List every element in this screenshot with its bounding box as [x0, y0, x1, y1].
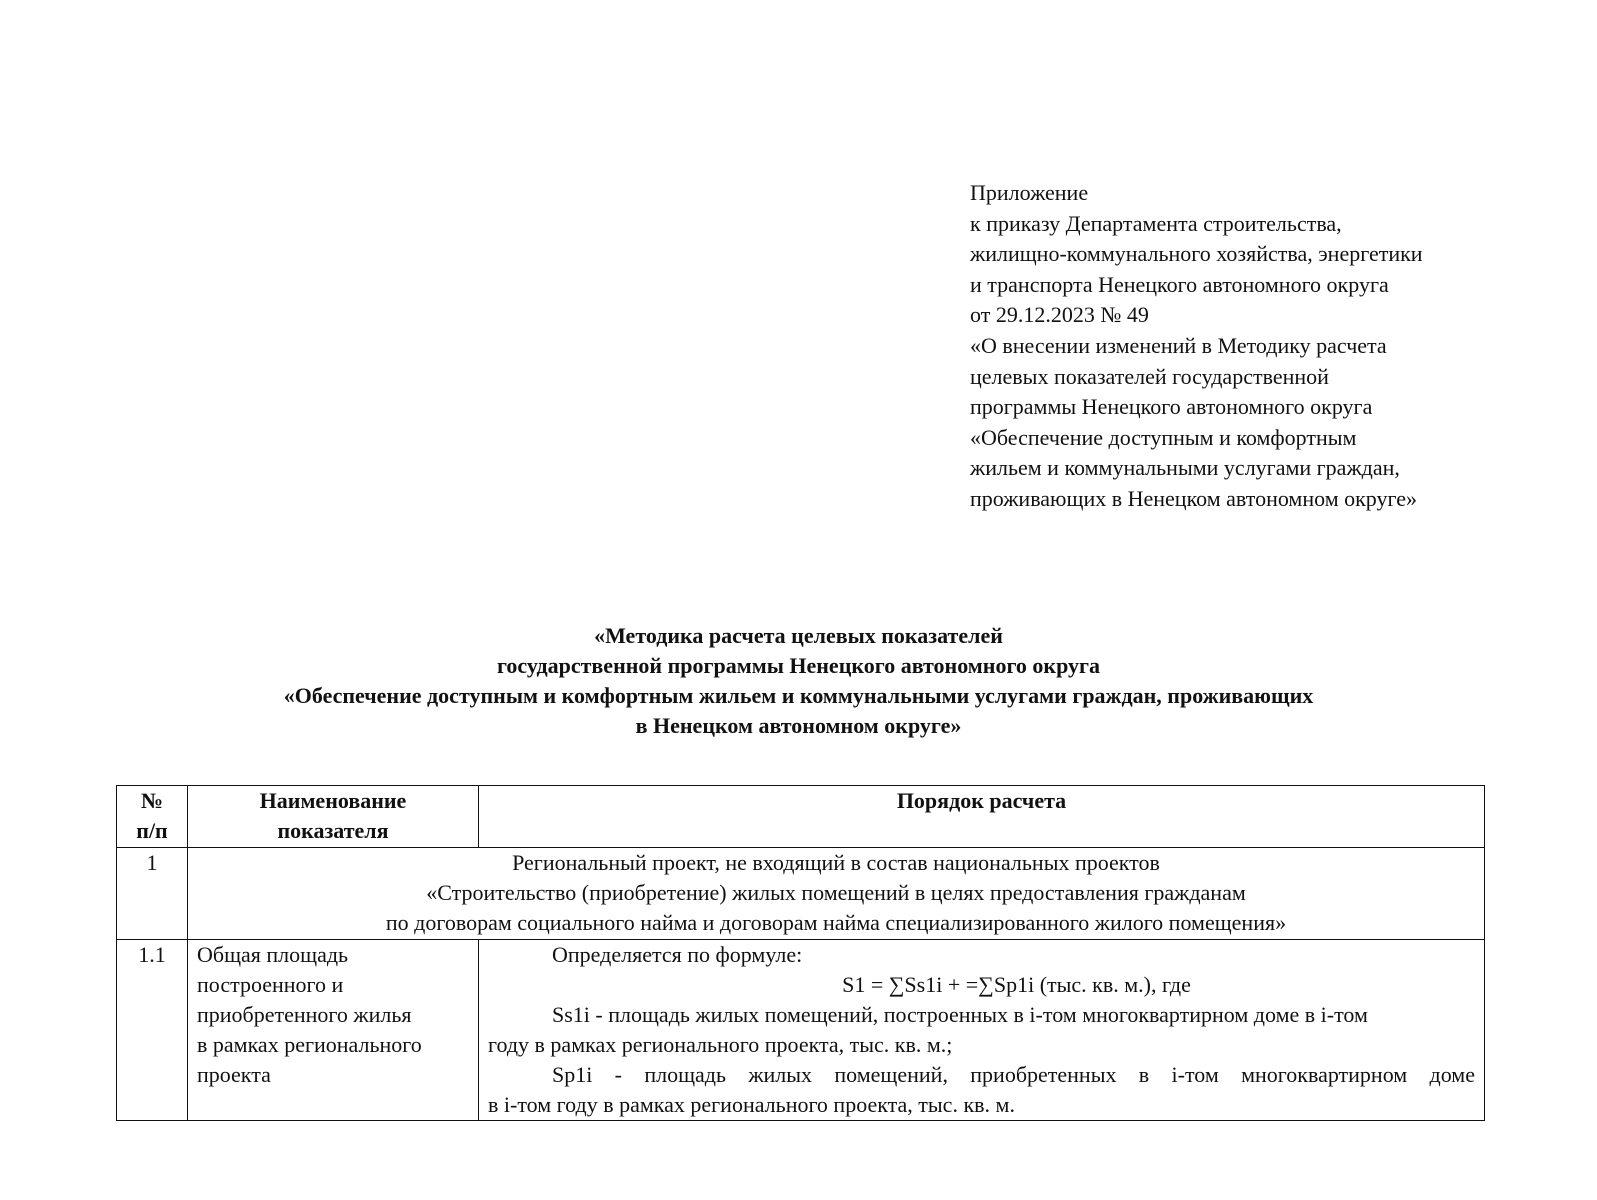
header-method	[479, 786, 1485, 848]
appendix-line: целевых показателей государственной	[970, 363, 1329, 389]
table-header-row	[117, 786, 1485, 848]
method-definition: году в рамках регионального проекта, тыс. кв. м.;	[488, 1032, 953, 1057]
section-number: 1	[117, 848, 188, 940]
title-line: «Методика расчета целевых показателей	[594, 623, 1003, 648]
indicator-name-line: в рамках регионального	[197, 1032, 422, 1057]
header-method-label: Порядок расчета	[896, 788, 1067, 813]
appendix-line: жильем и коммунальными услугами граждан,	[970, 455, 1400, 481]
indicator-name-line: построенного и	[197, 972, 344, 997]
method-formula: S1 = ∑Ss1i + =∑Sp1i (тыс. кв. м.), где	[842, 972, 1191, 997]
section-line: по договорам социального найма и договорам найма специализированного жилого помещения»	[385, 910, 1287, 935]
appendix-line: проживающих в Ненецком автономном округе»	[970, 485, 1418, 511]
header-name	[188, 786, 479, 848]
appendix-line: жилищно-коммунального хозяйства, энергетики	[970, 241, 1423, 267]
header-name-line1: Наименование	[259, 788, 407, 813]
method-intro: Определяется по формуле:	[552, 942, 803, 967]
appendix-line: «О внесении изменений в Методику расчета	[970, 332, 1387, 358]
header-name-line2: показателя	[277, 818, 389, 843]
table-section-row	[117, 848, 1485, 940]
indicator-name	[188, 940, 479, 1121]
appendix-line: «Обеспечение доступным и комфортным	[970, 424, 1357, 450]
appendix-line: и транспорта Ненецкого автономного округа	[970, 271, 1389, 297]
indicator-name-line: Общая площадь	[197, 942, 349, 967]
section-line: Региональный проект, не входящий в состав национальных проектов	[512, 850, 1160, 875]
document-title	[0, 621, 1597, 741]
header-number-line1: №	[140, 788, 164, 813]
appendix-line: Приложение	[970, 180, 1089, 205]
method-definition: Sp1i - площадь жилых помещений, приобретенных в i-том многоквартирном доме	[552, 1062, 1475, 1087]
indicator-name-line: приобретенного жилья	[197, 1002, 412, 1027]
calculation-method	[479, 940, 1485, 1121]
method-definition: Ss1i - площадь жилых помещений, построенных в i-том многоквартирном доме в i-том	[552, 1002, 1368, 1027]
methodology-table	[116, 785, 1485, 1121]
header-number	[117, 786, 188, 848]
appendix-line: к приказу Департамента строительства,	[970, 210, 1342, 236]
title-line: государственной программы Ненецкого автономного округа	[496, 653, 1101, 678]
table-row	[117, 940, 1485, 1121]
title-line: в Ненецком автономном округе»	[635, 713, 962, 738]
appendix-line: программы Ненецкого автономного округа	[970, 394, 1373, 420]
method-definition: в i-том году в рамках регионального проекта, тыс. кв. м.	[488, 1092, 1015, 1117]
appendix-block	[970, 178, 1510, 515]
section-title	[188, 848, 1485, 940]
appendix-line: от 29.12.2023 № 49	[970, 302, 1149, 328]
indicator-name-line: проекта	[197, 1062, 271, 1087]
title-line: «Обеспечение доступным и комфортным жильем и коммунальными услугами граждан, проживающих	[283, 683, 1314, 708]
section-line: «Строительство (приобретение) жилых помещений в целях предоставления гражданам	[426, 880, 1246, 905]
row-number: 1.1	[117, 940, 188, 1121]
header-number-line2: п/п	[136, 818, 168, 843]
